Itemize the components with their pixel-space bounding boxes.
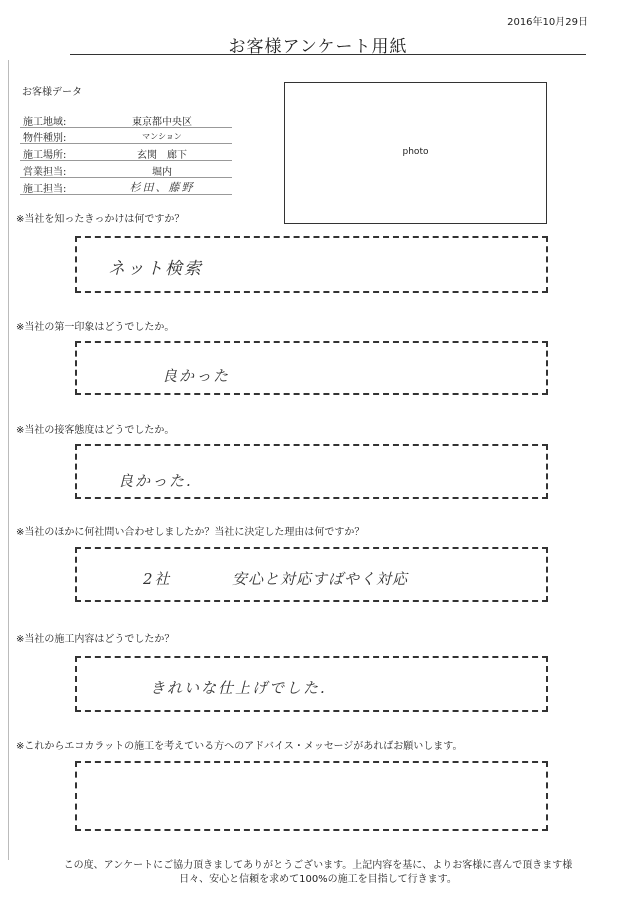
field-row-location <box>20 145 232 161</box>
title-underline <box>70 54 586 55</box>
page-title: お客様アンケート用紙 <box>228 37 408 57</box>
answer-box-6 <box>75 761 548 831</box>
field-row-property-type <box>20 128 232 144</box>
field-value: 堀内 <box>152 167 172 178</box>
field-row-area <box>20 112 232 128</box>
question-5: ※当社の施工内容はどうでしたか？ <box>16 634 175 645</box>
field-label: 物件種別: <box>23 133 67 144</box>
field-value: マンション <box>142 132 182 141</box>
answer-5-handwritten: きれいな仕上げでした. <box>150 679 327 697</box>
answer-4a-handwritten: 2社 <box>143 570 172 588</box>
field-label: 施工地域: <box>23 117 67 128</box>
field-label: 施工場所: <box>23 150 67 161</box>
answer-box-2 <box>75 341 548 395</box>
field-label: 営業担当: <box>23 167 67 178</box>
answer-4b-handwritten: 安心と対応すばやく対応 <box>232 570 409 588</box>
customer-data-heading: お客様データ <box>22 87 82 98</box>
field-label: 施工担当: <box>23 184 67 195</box>
survey-date: 2016年10月29日 <box>507 17 588 28</box>
page-edge-line <box>8 60 9 860</box>
field-row-installer <box>20 179 232 195</box>
question-3: ※当社の接客態度はどうでしたか。 <box>16 425 175 436</box>
question-4: ※当社のほかに何社問い合わせしましたか？当社に決定した理由は何ですか？ <box>16 527 365 538</box>
question-6: ※これからエコカラットの施工を考えている方へのアドバイス・メッセージがあればお願いします。 <box>16 741 463 752</box>
field-value-handwritten: 杉田、藤野 <box>129 181 195 194</box>
field-value: 東京都中央区 <box>132 117 192 128</box>
question-2: ※当社の第一印象はどうでしたか。 <box>16 322 175 333</box>
field-value: 玄関 廊下 <box>137 150 187 161</box>
answer-2-handwritten: 良かった <box>162 367 231 385</box>
footer-line-2: 日々、安心と信頼を求めて100%の施工を目指して行きます。 <box>179 874 457 885</box>
field-row-sales-rep <box>20 162 232 178</box>
answer-3-handwritten: 良かった. <box>118 472 193 490</box>
answer-1-handwritten: ネット検索 <box>108 259 203 279</box>
footer-line-1: この度、アンケートにご協力頂きましてありがとうございます。上記内容を基に、よりお客様に喜んで頂きます様 <box>63 860 573 871</box>
question-1: ※当社を知ったきっかけは何ですか？ <box>16 214 185 225</box>
photo-label: photo <box>402 147 429 157</box>
